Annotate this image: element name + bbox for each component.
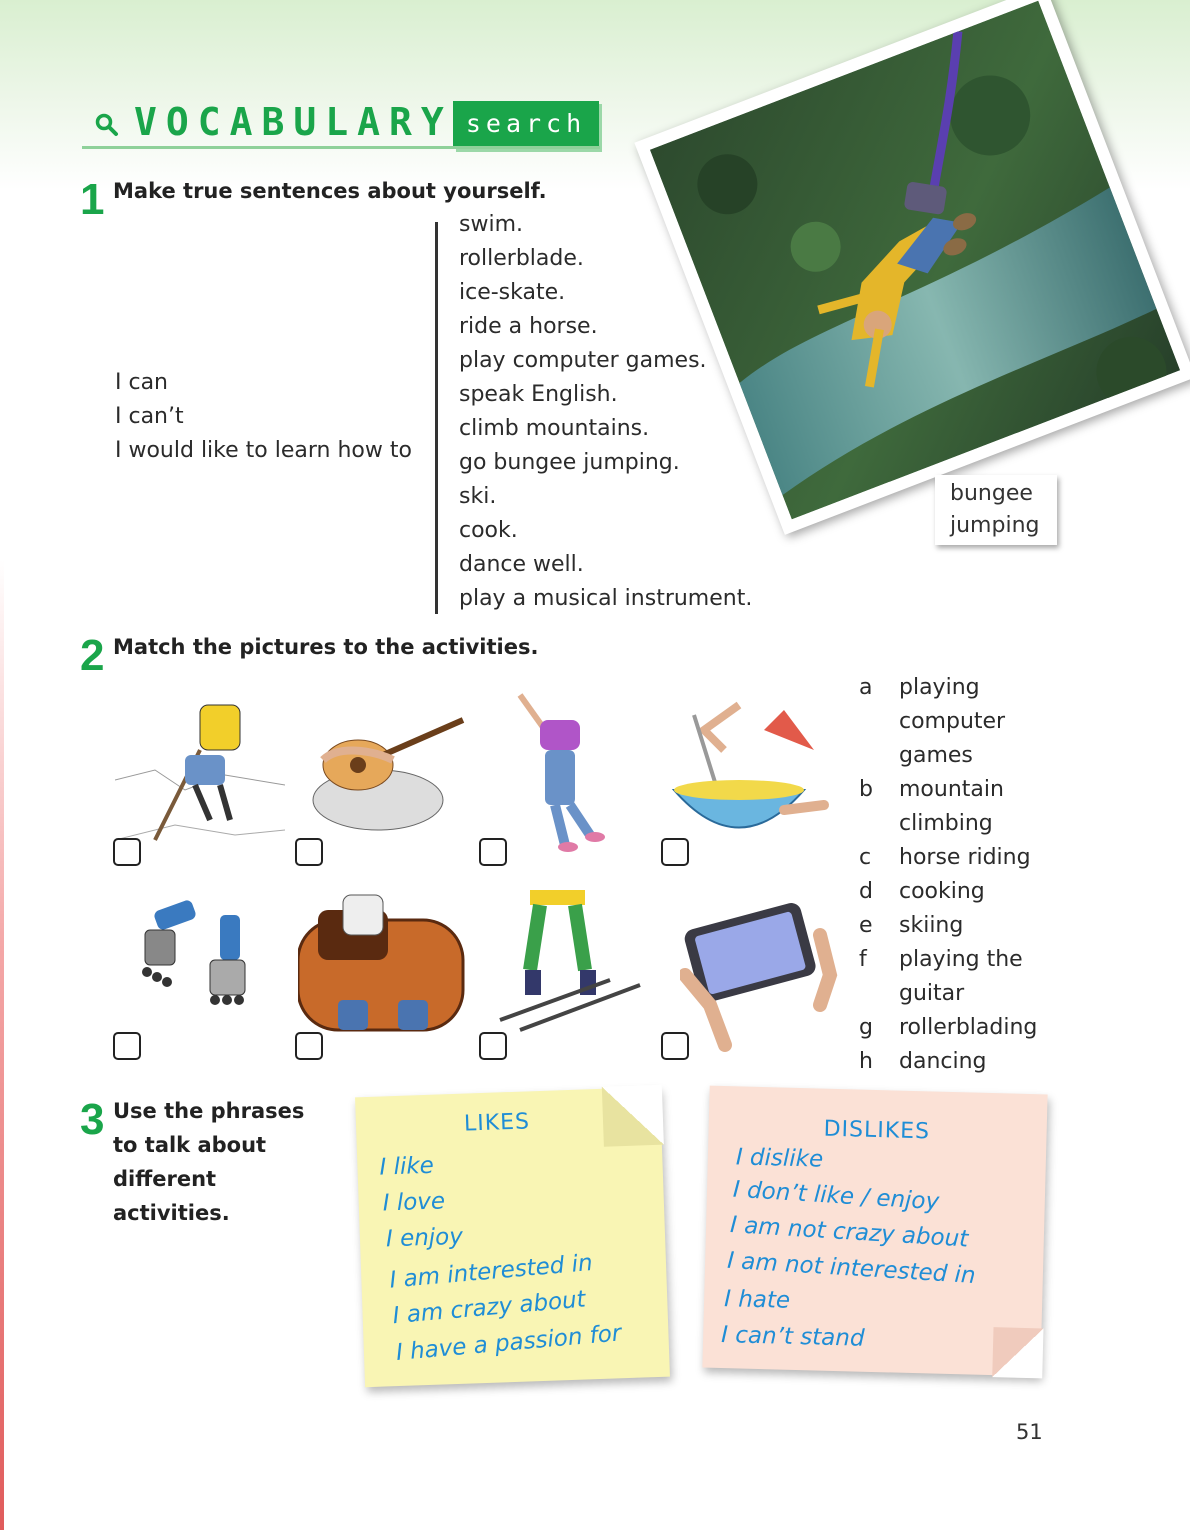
page-number: 51 <box>1016 1420 1043 1444</box>
page-curl <box>992 1327 1043 1378</box>
answer-checkbox[interactable] <box>661 838 689 866</box>
activity-item <box>859 943 1059 1011</box>
magnifier-icon <box>94 112 120 138</box>
skiing-icon <box>490 890 660 1060</box>
instruction-line: different <box>113 1167 217 1191</box>
instruction-line: Use the phrases <box>113 1099 305 1123</box>
activity-item <box>859 841 1059 875</box>
exercise-3-instruction <box>113 1094 304 1230</box>
dislikes-note <box>702 1086 1047 1377</box>
activity-text: climbing <box>899 811 993 836</box>
dislikes-phrase: I am not crazy about <box>729 1212 969 1253</box>
ending-item: ice-skate. <box>459 280 566 305</box>
answer-checkbox[interactable] <box>295 1032 323 1060</box>
likes-phrase: I like <box>379 1152 435 1181</box>
ending-item: go bungee jumping. <box>459 450 680 475</box>
dislikes-phrase: I am not interested in <box>726 1247 977 1289</box>
activity-letter: b <box>859 777 873 802</box>
ending-item: dance well. <box>459 552 584 577</box>
cooking-icon <box>664 690 834 860</box>
header-underline <box>82 146 600 149</box>
activity-text: playing <box>899 675 980 700</box>
ending-item: play a musical instrument. <box>459 586 753 611</box>
activity-item <box>859 773 1059 841</box>
answer-checkbox[interactable] <box>661 1032 689 1060</box>
activity-item <box>859 909 1059 943</box>
likes-title: LIKES <box>463 1109 531 1137</box>
exercise-1-instruction: Make true sentences about yourself. <box>113 179 547 203</box>
activity-text: horse riding <box>899 845 1031 870</box>
divider-bar <box>435 222 438 614</box>
exercise-2-instruction: Match the pictures to the activities. <box>113 635 539 659</box>
picture-skiing <box>490 890 660 1060</box>
rollerblading-icon <box>125 890 295 1060</box>
activity-text: skiing <box>899 913 964 938</box>
ending-item: swim. <box>459 212 523 237</box>
dislikes-title: DISLIKES <box>823 1116 931 1145</box>
dislikes-phrase: I hate <box>723 1286 791 1314</box>
activity-item <box>859 875 1059 909</box>
activity-letter: c <box>859 845 872 870</box>
guitar-icon <box>298 690 468 860</box>
answer-checkbox[interactable] <box>479 838 507 866</box>
vocabulary-title: VOCABULARY <box>134 100 453 144</box>
activity-text: playing the <box>899 947 1023 972</box>
likes-note <box>355 1087 670 1387</box>
activity-letter: h <box>859 1049 873 1074</box>
picture-guitar <box>298 690 468 860</box>
picture-tablet <box>680 895 850 1065</box>
dislikes-phrase: I don’t like / enjoy <box>732 1176 940 1216</box>
activity-item <box>859 1011 1059 1045</box>
dislikes-phrase: I can’t stand <box>720 1322 865 1352</box>
picture-mountain-climbing <box>115 690 285 860</box>
picture-dancing <box>480 685 650 855</box>
sentence-stems <box>115 366 412 468</box>
exercise-1-number: 1 <box>80 175 105 224</box>
page-curl <box>602 1085 664 1147</box>
mountain-climbing-icon <box>115 690 285 860</box>
activity-text: computer <box>899 709 1006 734</box>
exercise-3-number: 3 <box>80 1095 105 1144</box>
search-label: search <box>453 101 599 149</box>
answer-checkbox[interactable] <box>113 1032 141 1060</box>
activity-text: guitar <box>899 981 965 1006</box>
activity-text: mountain <box>899 777 1004 802</box>
ending-item: speak English. <box>459 382 618 407</box>
ending-item: ski. <box>459 484 497 509</box>
horse-riding-icon <box>298 890 468 1060</box>
activity-letter: e <box>859 913 873 938</box>
instruction-line: to talk about <box>113 1133 267 1157</box>
ending-item: climb mountains. <box>459 416 650 441</box>
ending-item: play computer games. <box>459 348 707 373</box>
activity-list <box>859 671 1059 1079</box>
tablet-icon <box>680 895 850 1065</box>
stem-item: I can’t <box>115 404 184 429</box>
likes-phrase: I love <box>382 1188 446 1217</box>
instruction-line: activities. <box>113 1201 230 1225</box>
answer-checkbox[interactable] <box>479 1032 507 1060</box>
dancing-icon <box>480 685 650 855</box>
left-edge-strip <box>0 560 4 1530</box>
activity-letter: a <box>859 675 873 700</box>
activity-letter: f <box>859 947 867 972</box>
picture-rollerblading <box>125 890 295 1060</box>
exercise-2-number: 2 <box>80 631 105 680</box>
likes-phrase: I am crazy about <box>391 1286 587 1330</box>
activity-text: games <box>899 743 973 768</box>
activity-letter: g <box>859 1015 873 1040</box>
activity-text: cooking <box>899 879 985 904</box>
photo-caption-line1: bungee <box>950 481 1033 506</box>
picture-cooking <box>664 690 834 860</box>
answer-checkbox[interactable] <box>295 838 323 866</box>
likes-phrase: I am interested in <box>388 1249 594 1294</box>
ending-item: ride a horse. <box>459 314 598 339</box>
stem-item: I can <box>115 370 169 395</box>
activity-text: dancing <box>899 1049 987 1074</box>
activity-item <box>859 671 1059 773</box>
stem-item: I would like to learn how to <box>115 438 412 463</box>
activity-text: rollerblading <box>899 1015 1038 1040</box>
likes-phrase: I have a passion for <box>395 1320 623 1366</box>
ending-item: cook. <box>459 518 518 543</box>
photo-caption-line2: jumping <box>950 513 1040 538</box>
picture-horse-riding <box>298 890 468 1060</box>
ending-item: rollerblade. <box>459 246 584 271</box>
photo-caption <box>935 475 1057 545</box>
dislikes-phrase: I dislike <box>735 1144 824 1173</box>
likes-phrase: I enjoy <box>385 1223 464 1253</box>
activity-letter: d <box>859 879 873 904</box>
answer-checkbox[interactable] <box>113 838 141 866</box>
activity-item <box>859 1045 1059 1079</box>
